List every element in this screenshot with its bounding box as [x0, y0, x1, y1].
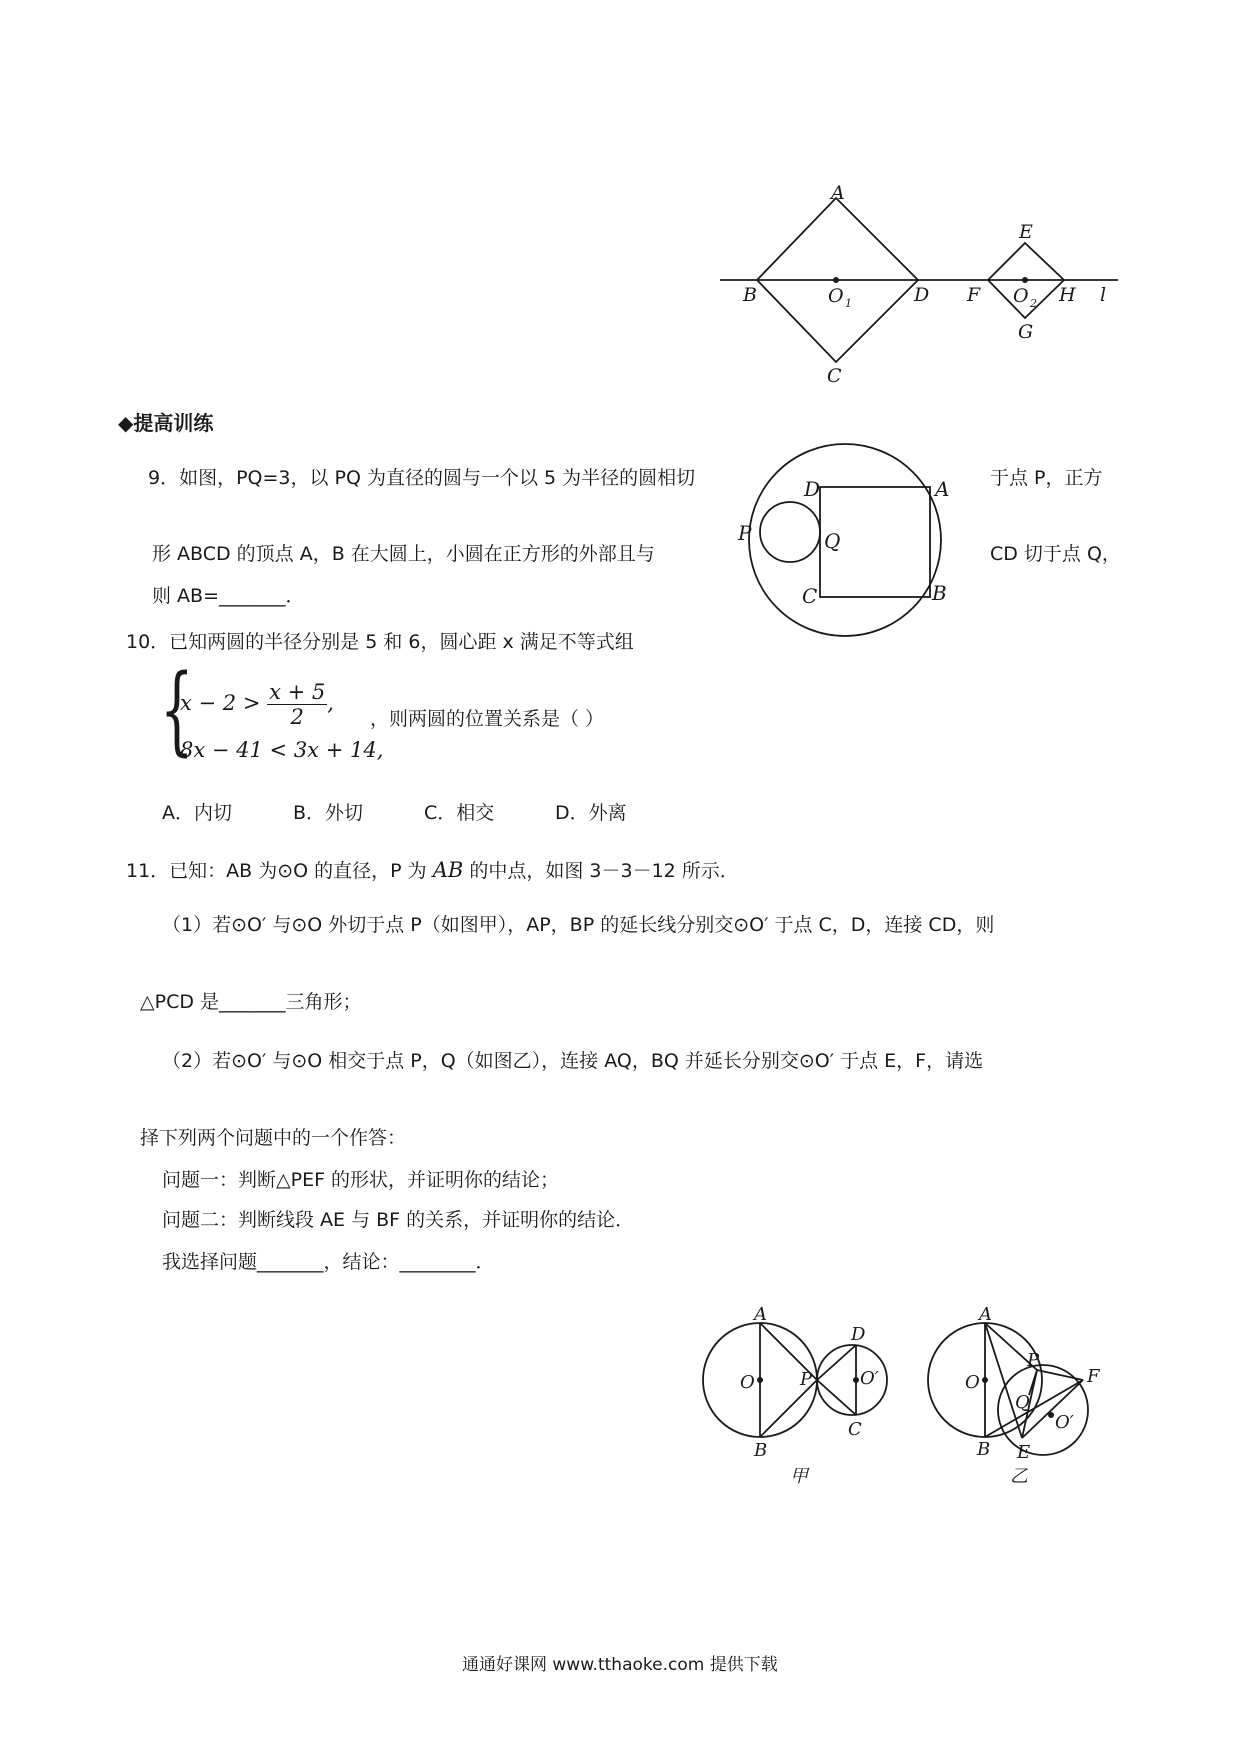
- q9-line1-right: 于点 P，正方: [990, 467, 1103, 489]
- jia-label-D: D: [851, 1324, 866, 1345]
- q9-label-C: C: [802, 584, 818, 608]
- q10-inequality-1: [180, 680, 334, 729]
- label-O2-sub: 2: [1030, 297, 1037, 310]
- jia-label-P: P: [800, 1369, 813, 1390]
- q10-option-b: B．外切: [293, 802, 364, 824]
- q11-part2-line2: 择下列两个问题中的一个作答：: [140, 1127, 407, 1149]
- q11-line1-b: 的中点，如图 3－3－12 所示．: [469, 860, 739, 882]
- q10-fraction: [267, 680, 327, 729]
- q9-label-P: P: [738, 521, 752, 545]
- q10-inequality-2: 8x − 41 < 3x + 14,: [180, 738, 384, 762]
- q11-part1-line1: （1）若⊙O′ 与⊙O 外切于点 P（如图甲），AP，BP 的延长线分别交⊙O′ 于点 C，D，连接 CD，则: [162, 914, 995, 936]
- q10-ineq1-left: x − 2 >: [180, 691, 261, 715]
- jia-caption: 甲: [790, 1466, 808, 1487]
- label-D: D: [914, 284, 930, 306]
- figure-squares-on-line: [0, 0, 1240, 400]
- q10-option-c: C．相交: [424, 802, 495, 824]
- q9-figure: [738, 440, 990, 640]
- jia-label-C: C: [848, 1419, 862, 1440]
- jia-label-A: A: [754, 1304, 767, 1325]
- label-O1: O: [828, 285, 844, 307]
- yi-label-P: P: [1027, 1350, 1040, 1371]
- q9-line2-right: CD 切于点 Q，: [990, 543, 1121, 565]
- jia-label-O2: O′: [860, 1368, 879, 1389]
- q9-line1-left: 9．如图，PQ=3，以 PQ 为直径的圆与一个以 5 为半径的圆相切: [148, 467, 696, 489]
- label-A: A: [831, 182, 845, 204]
- yi-label-Q: Q: [1015, 1392, 1030, 1413]
- q10-option-d: D．外离: [555, 802, 627, 824]
- label-O1-sub: 1: [845, 297, 852, 310]
- q11-part2-line1: （2）若⊙O′ 与⊙O 相交于点 P，Q（如图乙），连接 AQ，BQ 并延长分别交⊙O′ 于点 E，F，请选: [162, 1050, 984, 1072]
- q9-line2-left: 形 ABCD 的顶点 A，B 在大圆上，小圆在正方形的外部且与: [152, 543, 655, 565]
- label-G: G: [1018, 321, 1034, 343]
- label-O2: O: [1013, 285, 1029, 307]
- label-H: H: [1059, 284, 1076, 306]
- q10-line1: 10．已知两圆的半径分别是 5 和 6，圆心距 x 满足不等式组: [126, 631, 634, 653]
- q10-frac-numerator: x + 5: [269, 680, 326, 704]
- q10-frac-denominator: 2: [290, 705, 304, 729]
- q10-ineq1-tail: ,: [327, 691, 334, 715]
- label-B: B: [743, 284, 757, 306]
- label-C: C: [827, 365, 842, 387]
- page-footer: 通通好课网 www.tthaoke.com 提供下载: [462, 1655, 778, 1675]
- section-title: ◆提高训练: [118, 411, 214, 435]
- yi-label-A: A: [979, 1304, 992, 1325]
- yi-label-O2: O′: [1055, 1412, 1074, 1433]
- jia-label-B: B: [754, 1440, 768, 1461]
- q11-figure-jia: [700, 1300, 940, 1490]
- jia-label-O: O: [740, 1372, 755, 1393]
- q11-line1-a: 11．已知：AB 为⊙O 的直径，P 为: [126, 860, 427, 882]
- q9-label-D: D: [804, 477, 821, 501]
- yi-caption: 乙: [1010, 1466, 1028, 1487]
- label-E: E: [1019, 221, 1033, 243]
- label-l: l: [1100, 284, 1107, 306]
- q11-line1: [126, 858, 739, 883]
- yi-label-B: B: [977, 1439, 991, 1460]
- q11-choose: 我选择问题_______，结论：________．: [162, 1251, 495, 1273]
- yi-label-E: E: [1017, 1442, 1031, 1463]
- q11-part1-line2: △PCD 是_______三角形；: [140, 991, 362, 1013]
- yi-label-F: F: [1087, 1366, 1100, 1387]
- q11-arc-ab: AB: [432, 858, 464, 882]
- q11-problem2: 问题二：判断线段 AE 与 BF 的关系，并证明你的结论．: [162, 1209, 635, 1231]
- q9-line3: 则 AB=_______．: [152, 585, 305, 607]
- q11-problem1: 问题一：判断△PEF 的形状，并证明你的结论；: [162, 1169, 560, 1191]
- q9-label-Q: Q: [824, 529, 841, 553]
- q10-brace: {: [160, 654, 194, 766]
- label-F: F: [967, 284, 981, 306]
- q9-label-A: A: [935, 477, 950, 501]
- q10-tail: ，则两圆的位置关系是（ ）: [370, 708, 605, 730]
- q11-figure-yi: [925, 1300, 1165, 1490]
- q10-option-a: A．内切: [162, 802, 232, 824]
- q9-label-B: B: [932, 581, 947, 605]
- yi-label-O: O: [965, 1372, 980, 1393]
